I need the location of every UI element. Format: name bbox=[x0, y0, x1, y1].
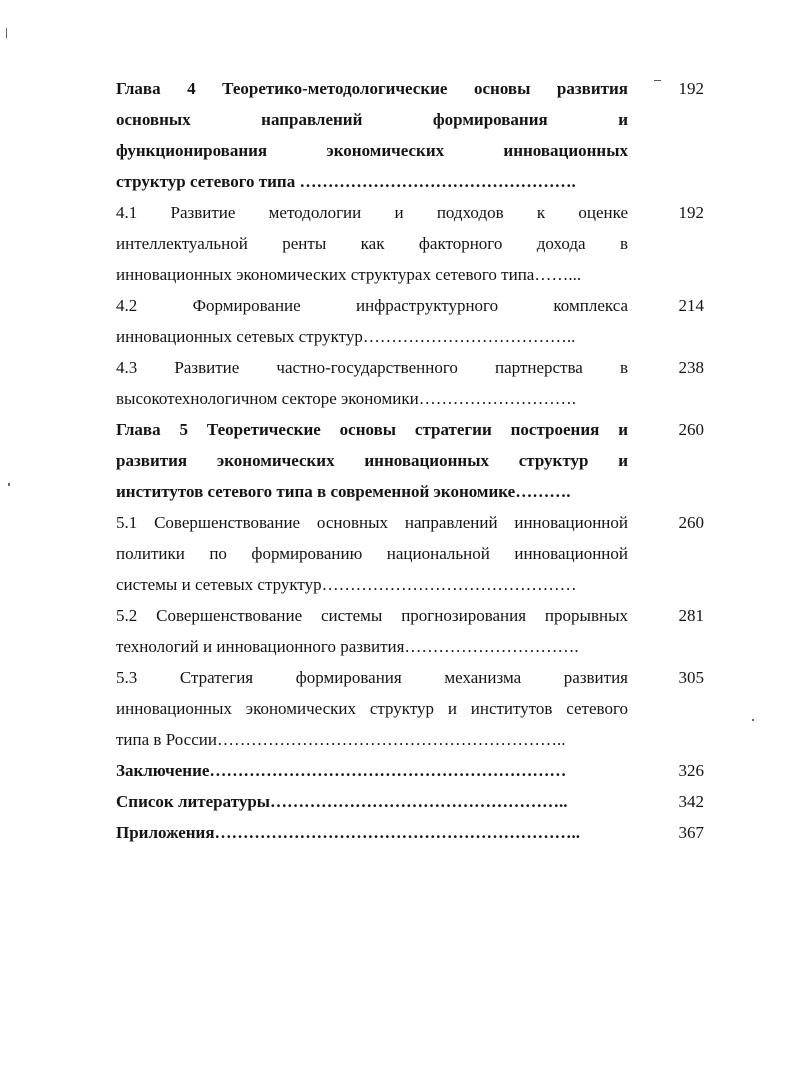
toc-entry-line: инновационных экономических структур и институтов сетевого bbox=[116, 699, 628, 718]
toc-entry-line: функционирования экономических инновационных bbox=[116, 141, 628, 160]
toc-entry bbox=[116, 755, 628, 786]
toc-entry bbox=[116, 662, 628, 755]
toc-entry bbox=[116, 197, 628, 290]
toc-entry bbox=[116, 600, 628, 662]
toc-entry-line: интеллектуальной ренты как факторного дохода в bbox=[116, 234, 628, 253]
toc-entry-line: 5.3 Стратегия формирования механизма развития bbox=[116, 668, 628, 687]
toc-entry-line: типа в России…………………………………………………….. bbox=[116, 730, 566, 749]
toc-page-number: 342 bbox=[678, 792, 704, 811]
toc-page-number: 192 bbox=[678, 79, 704, 98]
toc-entry-line: Список литературы…………………………………………….. bbox=[116, 792, 568, 811]
toc-entry-line: Глава 4 Теоретико-методологические основы развития bbox=[116, 79, 628, 98]
toc-page-number: 367 bbox=[678, 823, 704, 842]
scan-speck bbox=[6, 28, 7, 38]
toc-entry-line: структур сетевого типа …………………………………………. bbox=[116, 172, 576, 191]
toc-page-number: 260 bbox=[678, 420, 704, 439]
scan-speck bbox=[752, 719, 754, 721]
toc-entry bbox=[116, 817, 628, 848]
toc-entry-line: Заключение……………………………………………………… bbox=[116, 761, 567, 780]
toc-page-number: 260 bbox=[678, 513, 704, 532]
toc-entry-line: политики по формированию национальной инновационной bbox=[116, 544, 628, 563]
toc-entry-line: инновационных экономических структурах сетевого типа……... bbox=[116, 265, 582, 284]
toc-page-number: 305 bbox=[678, 668, 704, 687]
toc-entry-line: высокотехнологичном секторе экономики………………………. bbox=[116, 389, 576, 408]
toc-page-number: 326 bbox=[678, 761, 704, 780]
toc-entry-line: системы и сетевых структур……………………………………… bbox=[116, 575, 577, 594]
toc-entry bbox=[116, 786, 628, 817]
toc-entry bbox=[116, 352, 628, 414]
toc-entry-line: 4.3 Развитие частно-государственного партнерства в bbox=[116, 358, 628, 377]
toc-entry-line: технологий и инновационного развития…………………………. bbox=[116, 637, 579, 656]
toc-page-number: 238 bbox=[678, 358, 704, 377]
scan-speck bbox=[8, 483, 10, 486]
toc-entry-line: 4.2 Формирование инфраструктурного комплекса bbox=[116, 296, 628, 315]
toc-entry-line: инновационных сетевых структур……………………………….. bbox=[116, 327, 576, 346]
toc-entry-line: Приложения……………………………………………………….. bbox=[116, 823, 581, 842]
toc-entry-line: развития экономических инновационных структур и bbox=[116, 451, 628, 470]
toc-entry-line: Глава 5 Теоретические основы стратегии построения и bbox=[116, 420, 628, 439]
toc-page-number: 214 bbox=[678, 296, 704, 315]
toc-entry-line: институтов сетевого типа в современной экономике………. bbox=[116, 482, 571, 501]
toc-page-number: 192 bbox=[678, 203, 704, 222]
toc-entry bbox=[116, 507, 628, 600]
toc-entry-line: 5.1 Совершенствование основных направлений инновационной bbox=[116, 513, 628, 532]
toc-entry bbox=[116, 73, 628, 197]
toc-entry bbox=[116, 290, 628, 352]
toc-entry-line: 5.2 Совершенствование системы прогнозирования прорывных bbox=[116, 606, 628, 625]
toc-entry bbox=[116, 414, 628, 507]
toc-entry-line: 4.1 Развитие методологии и подходов к оценке bbox=[116, 203, 628, 222]
toc-page-number: 281 bbox=[678, 606, 704, 625]
toc-entry-line: основных направлений формирования и bbox=[116, 110, 628, 129]
